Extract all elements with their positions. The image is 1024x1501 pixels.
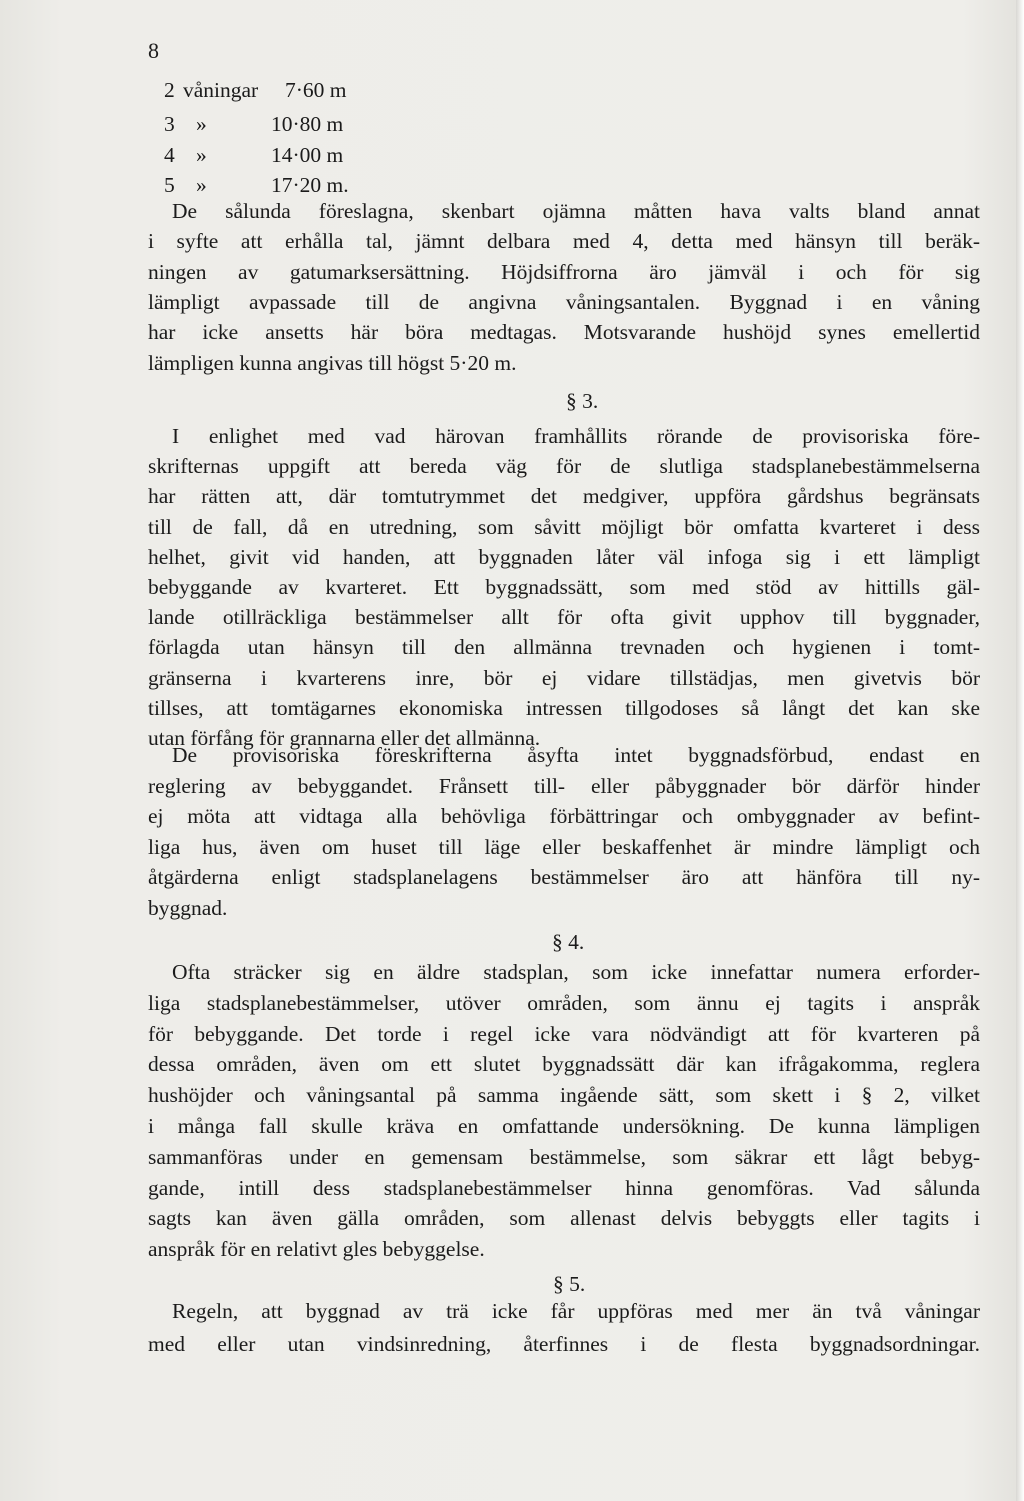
- text-line: har rätten att, där tomtutrymmet det medgiver, uppföra gårdshus begränsats: [148, 484, 980, 509]
- table-row-number: 2: [164, 78, 175, 102]
- table-row-value: 14·00 m: [271, 143, 344, 167]
- table-row-label: »: [196, 173, 207, 197]
- text-line: De provisoriska föreskrifterna åsyfta intet byggnadsförbud, endast en: [172, 743, 980, 767]
- text-line: i många fall skulle kräva en omfattande undersökning. De kunna lämpligen: [148, 1114, 980, 1138]
- text-line: lämpligt avpassade till de angivna våningsantalen. Byggnad i en våning: [148, 289, 980, 314]
- text-line: har icke ansetts här böra medtagas. Motsvarande hushöjd synes emellertid: [148, 320, 980, 345]
- text-line: gande, intill dess stadsplanebestämmelser hinna genomföras. Vad sålunda: [148, 1175, 980, 1200]
- table-row-value: 10·80 m: [271, 112, 344, 136]
- text-line: ningen av gatumarksersättning. Höjdsiffrorna äro jämväl i och för sig: [148, 259, 980, 284]
- text-line: byggnad.: [148, 895, 228, 920]
- text-line: reglering av bebyggandet. Frånsett till- eller påbyggnader bör därför hinder: [148, 773, 980, 798]
- text-line: utan förfång för grannarna eller det allmänna.: [148, 726, 541, 750]
- section-heading-4: § 4.: [552, 930, 585, 954]
- text-line: till de fall, då en utredning, som såvitt möjligt bör omfatta kvarteret i dess: [148, 514, 980, 539]
- text-line: I enlighet med vad härovan framhållits rörande de provisoriska före-: [172, 424, 980, 448]
- text-line: De sålunda föreslagna, skenbart ojämna måtten hava valts bland annat: [172, 199, 980, 223]
- text-line: lande otillräckliga bestämmelser allt för ofta givit upphov till byggnader,: [148, 605, 980, 630]
- text-line: åtgärderna enligt stadsplanelagens bestämmelser äro att hänföra till ny-: [148, 865, 980, 889]
- text-line: hushöjder och våningsantal på samma ingående sätt, som skett i § 2, vilket: [148, 1083, 980, 1108]
- text-line: bebyggande av kvarteret. Ett byggnadssätt, som med stöd av hittills gäl-: [148, 575, 980, 599]
- text-line: Regeln, att byggnad av trä icke får uppföras med mer än två våningar: [172, 1299, 980, 1323]
- table-row-value: 17·20 m.: [271, 173, 349, 197]
- table-row-label: »: [196, 112, 207, 136]
- text-line: tillses, att tomtägarnes ekonomiska intressen tillgodoses så långt det kan ske: [148, 695, 980, 720]
- table-row-value: 7·60 m: [285, 78, 347, 102]
- text-line: förlagda utan hänsyn till den allmänna trevnaden och hygienen i tomt-: [148, 635, 980, 660]
- text-line: Ofta sträcker sig en äldre stadsplan, som icke innefattar numera erforder-: [172, 960, 980, 984]
- text-line: lämpligen kunna angivas till högst 5·20 m.: [148, 350, 517, 375]
- text-line: helhet, givit vid handen, att byggnaden låter väl infoga sig i ett lämpligt: [148, 544, 980, 569]
- table-row-label: våningar: [183, 78, 259, 102]
- table-row-number: 3: [164, 112, 175, 136]
- table-row-number: 4: [164, 143, 175, 167]
- text-line: skrifternas uppgift att bereda väg för de slutliga stadsplanebestämmelserna: [148, 454, 980, 479]
- text-line: ej möta att vidtaga alla behövliga förbättringar och ombyggnader av befint-: [148, 804, 980, 828]
- section-heading-3: § 3.: [566, 389, 599, 413]
- text-line: liga stadsplanebestämmelser, utöver områden, som ännu ej tagits i anspråk: [148, 990, 980, 1015]
- text-line: med eller utan vindsinredning, återfinnes i de flesta byggnadsordningar.: [148, 1332, 980, 1356]
- text-line: i syfte att erhålla tal, jämnt delbara med 4, detta med hänsyn till beräk-: [148, 229, 980, 254]
- table-row-number: 5: [164, 173, 175, 197]
- text-line: gränserna i kvarterens inre, bör ej vidare tillstädjas, men givetvis bör: [148, 665, 980, 690]
- text-line: sagts kan även gälla områden, som allenast delvis bebyggts eller tagits i: [148, 1206, 980, 1231]
- text-line: liga hus, även om huset till läge eller beskaffenhet är mindre lämpligt och: [148, 834, 980, 859]
- section-heading-5: § 5.: [553, 1272, 586, 1296]
- text-line: anspråk för en relativt gles bebyggelse.: [148, 1237, 485, 1262]
- text-line: sammanföras under en gemensam bestämmelse, som säkrar ett lågt bebyg-: [148, 1144, 980, 1169]
- page-edge: [1016, 0, 1024, 1501]
- table-row-label: »: [196, 143, 207, 167]
- page-number: 8: [148, 38, 159, 63]
- text-line: för bebyggande. Det torde i regel icke vara nödvändigt att för kvarteren på: [148, 1021, 980, 1046]
- text-line: dessa områden, även om ett slutet byggnadssätt där kan ifrågakomma, reglera: [148, 1052, 980, 1077]
